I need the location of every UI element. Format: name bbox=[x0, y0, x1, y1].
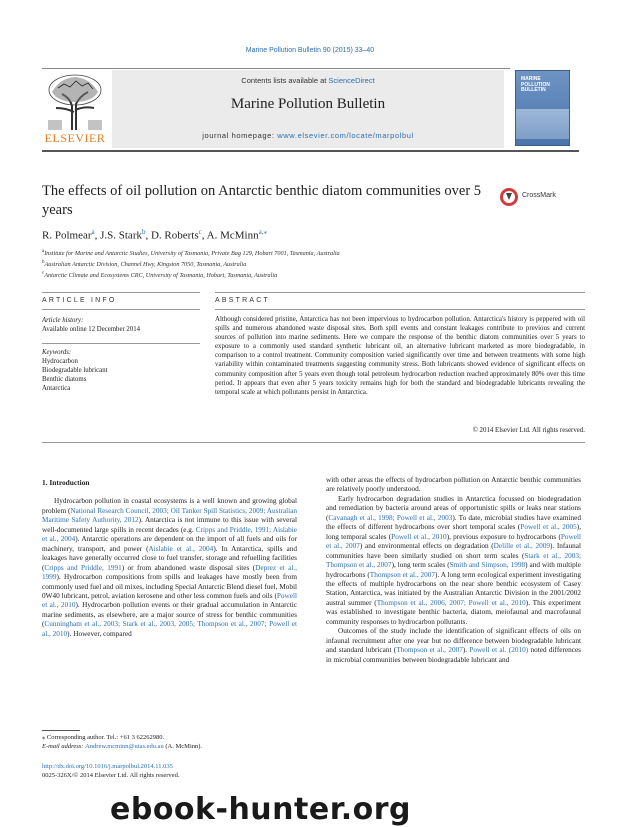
paragraph-text: ), long term scales ( bbox=[391, 561, 450, 570]
paragraph-text: ) and with multiple hydrocarbons ( bbox=[326, 561, 581, 579]
affiliation-marker: c bbox=[42, 270, 45, 276]
body-paragraph bbox=[42, 497, 297, 639]
citation-link[interactable]: Cripps and Priddle, 1991 bbox=[44, 563, 122, 572]
cover-image-band bbox=[516, 109, 569, 139]
citation-link[interactable]: Cavanagh et al., 1998; Powell et al., 2003 bbox=[328, 513, 453, 522]
keyword-item: Benthic diatoms bbox=[42, 376, 87, 383]
author-name[interactable]: D. Roberts bbox=[150, 229, 199, 242]
corresponding-author-note: ⁎ Corresponding author. Tel.: +61 3 62262980. bbox=[42, 734, 165, 741]
paragraph-text: ). Antarctic operations are dependent on the import of all fuels and oils for machinery, transport, and power ( bbox=[42, 535, 297, 553]
keywords bbox=[42, 348, 202, 393]
paragraph-text: ), long temporal scales ( bbox=[326, 523, 582, 541]
affiliation-line bbox=[42, 270, 562, 281]
crossmark-badge[interactable] bbox=[499, 187, 579, 209]
citation-link[interactable]: Deprez et al., 1999 bbox=[42, 563, 297, 582]
paragraph-text: Hydrocarbon pollution in coastal ecosystems is a well known and growing global problem ( bbox=[42, 497, 297, 515]
paragraph-text: ). A long term ecological experiment investigating the effects of multiple hydrocarbons on the near shore benthic ecosystem of Casey Station, Antarctica, was initiated by the Australian Antarctic Division in the 2001/2002 austral summer ( bbox=[326, 570, 581, 607]
elsevier-wordmark: ELSEVIER bbox=[44, 131, 106, 145]
header-bottom-rule bbox=[42, 150, 579, 152]
keyword-item: Biodegradable lubricant bbox=[42, 367, 108, 374]
paragraph-text: ). Antarctica is not immune to this issue with several well-documented large spills in recent decades (e.g. bbox=[42, 516, 297, 534]
paragraph-text: ). Infaunal communities have been similarly studied on short term scales ( bbox=[326, 542, 581, 560]
footnotes bbox=[42, 733, 297, 751]
paragraph-text: Outcomes of the study include the identification of significant effects of oils on infaunal recruitment after one year but no difference between biodegradable lubricant and standard lubricant ( bbox=[326, 627, 581, 655]
affiliation-text: Antarctic Climate and Ecosystems CRC, University of Tasmania, Hobart, Tasmania, Australia bbox=[44, 271, 278, 279]
elsevier-tree-icon bbox=[42, 72, 108, 132]
paragraph-text: ). bbox=[462, 646, 470, 655]
citation-link[interactable]: Delille et al., 2009 bbox=[493, 542, 550, 551]
paragraph-text: ). Hydrocarbon pollution events or their gradual accumulation in Antarctic marine sediments, as elsewhere, are a major source of stress for benthic communities ( bbox=[42, 601, 297, 629]
affiliation-text: Institute for Marine and Antarctic Studies, University of Tasmania, Private Bag 129, Hobart 7001, Tasmania, Australia bbox=[44, 250, 340, 258]
crossmark-label: CrossMark bbox=[522, 192, 556, 199]
paragraph-text: Early hydrocarbon degradation studies in Antarctica focussed on biodegradation and remediation by bacteria around areas of opportunistic spills or leaks near stations ( bbox=[326, 494, 581, 522]
abstract-text: Although considered pristine, Antarctica has not been impervious to hydrocarbon pollution. Antarctica's history is peppered with oil spills and numerous abandoned waste disposal sites. Both spill events and constant leakages contribute to previous and current sources of pollution into marine sediments. Here we compare the response of the benthic diatom communities over 5 years to exposure to a commonly used standard synthetic lubricant oil, an alternative lubricant marketed as more biodegradable, in comparison to a control treatment. Community composition varied significantly over time and between treatments with some high variability within contaminated treatments suggesting community stress. Both lubricants showed evidence of significant effects on community composition after 5 years even though total petroleum hydrocarbon reduction reached approximately 80% over this time period. It appears that even after 5 years toxicity remains high for both the standard and biodegradable lubricants revealing the temporal scale at which pollutants persist in Antarctica. bbox=[215, 316, 585, 396]
journal-header-band bbox=[112, 70, 504, 148]
author-name[interactable]: R. Polmear bbox=[42, 229, 92, 242]
keyword-item: Antarctica bbox=[42, 385, 71, 392]
issn-copyright: 0025-326X/© 2014 Elsevier Ltd. All rights reserved. bbox=[42, 771, 180, 779]
contents-line bbox=[112, 76, 504, 85]
affiliation-line bbox=[42, 248, 562, 259]
body-paragraph: with other areas the effects of hydrocarbon pollution on Antarctic benthic communities are relatively poorly understood. bbox=[326, 476, 581, 494]
abstract-heading: ABSTRACT bbox=[215, 297, 270, 304]
abstract-top-rule bbox=[215, 292, 585, 293]
citation-link[interactable]: National Research Council, 2003; Oil Tanker Spill Statistics, 2009; Australian Maritime Safety Authority, 2012 bbox=[42, 506, 297, 525]
citation-link[interactable]: Smith and Simpson, 1998 bbox=[449, 561, 526, 570]
citation-link[interactable]: Cunningham et al., 2003; Stark et al., 2003, 2005; Thompson et al., 2007; Powell et al., 2010 bbox=[42, 620, 297, 638]
author-separator: , bbox=[201, 229, 207, 242]
doi-link[interactable]: http://dx.doi.org/10.1016/j.marpolbul.2014.11.035 bbox=[42, 763, 173, 770]
citation-link[interactable]: Cripps and Priddle, 1991; Aislabie et al., 2004 bbox=[42, 525, 297, 544]
article-info-mid-rule bbox=[42, 309, 200, 310]
keyword-item: Hydrocarbon bbox=[42, 358, 78, 365]
footnote-rule bbox=[42, 730, 80, 731]
body-paragraph bbox=[326, 495, 581, 627]
body-column-right bbox=[326, 476, 581, 665]
cover-title: MARINE POLLUTION BULLETIN bbox=[521, 76, 550, 93]
citation-link[interactable]: Aislabie et al., 2004 bbox=[148, 544, 214, 553]
article-history-value: Available online 12 December 2014 bbox=[42, 326, 141, 333]
keywords-label: Keywords: bbox=[42, 349, 72, 356]
journal-title: Marine Pollution Bulletin bbox=[230, 96, 386, 112]
citation-link[interactable]: Thompson et al., 2006, 2007; Powell et al., 2010 bbox=[376, 598, 526, 607]
journal-cover-thumbnail[interactable] bbox=[515, 70, 570, 146]
author-separator: , bbox=[94, 229, 101, 242]
paragraph-text: ). To date, microbial studies have examined the effects of different hydrocarbons over short temporal scales ( bbox=[326, 513, 581, 532]
elsevier-logo bbox=[42, 72, 108, 146]
citation-link[interactable]: Powell et al., 2007 bbox=[326, 532, 582, 551]
email-link[interactable]: Andrew.mcminn@utas.edu.au bbox=[85, 743, 164, 750]
journal-homepage-line bbox=[112, 131, 504, 140]
article-title: The effects of oil pollution on Antarctic benthic diatom communities over 5 years bbox=[42, 183, 482, 218]
article-history-label: Article history: bbox=[42, 317, 84, 324]
body-paragraph bbox=[326, 627, 581, 665]
email-note bbox=[42, 742, 297, 751]
paragraph-text: ) and environmental effects on degradation ( bbox=[359, 542, 494, 551]
article-info-heading: ARTICLE INFO bbox=[42, 297, 117, 304]
author-affiliation-marker[interactable]: c bbox=[198, 228, 202, 236]
email-label: E-mail address: bbox=[42, 743, 86, 750]
citation-link[interactable]: Thompson et al., 2007 bbox=[369, 570, 436, 579]
introduction-heading: 1. Introduction bbox=[42, 478, 90, 487]
journal-homepage-link[interactable]: www.elsevier.com/locate/marpolbul bbox=[277, 131, 414, 140]
journal-citation[interactable]: Marine Pollution Bulletin 90 (2015) 33–40 bbox=[245, 47, 375, 54]
author-separator: , bbox=[145, 229, 151, 242]
paragraph-text: ). In Antarctica, spills and leakages have generally occurred close to fuel transfer, storage and refuelling facilities ( bbox=[42, 544, 297, 572]
contents-prefix: Contents lists available at bbox=[241, 76, 329, 85]
paragraph-text: ). Hydrocarbon compositions from spills and leakages have mostly been from commonly used fuel and oil mixes, including Special Antarctic Blend diesel fuel, Mobil 0W40 lubricant, petrol, aviation kerosene and other less common fuels and oils ( bbox=[42, 573, 297, 600]
keywords-rule bbox=[42, 343, 200, 344]
crossmark-icon bbox=[499, 187, 519, 207]
sciencedirect-link[interactable]: ScienceDirect bbox=[328, 76, 375, 85]
author-affiliation-marker[interactable]: a,⁎ bbox=[258, 228, 267, 236]
article-info-top-rule bbox=[42, 292, 200, 293]
affiliation-text: Australian Antarctic Division, Channel Hwy, Kingston 7050, Tasmania, Australia bbox=[44, 260, 247, 268]
article-history bbox=[42, 316, 202, 334]
affiliation-marker: a bbox=[42, 249, 45, 254]
email-suffix: (A. McMinn). bbox=[163, 743, 203, 750]
abstract-bottom-rule bbox=[42, 442, 585, 443]
author-affiliation-marker[interactable]: b bbox=[141, 228, 146, 236]
citation-link[interactable]: Powell et al., 2005 bbox=[520, 523, 577, 532]
paragraph-text: ) or from abandoned waste disposal sites ( bbox=[121, 563, 256, 572]
watermark-text: ebook-hunter.org bbox=[110, 792, 411, 827]
paragraph-text: ), previous exposure to hydrocarbons ( bbox=[446, 532, 561, 541]
paragraph-text: ). This experiment was established to investigate benthic bacteria, diatom, meiofaunal and macrofaunal community responses to hydrocarbon pollutants. bbox=[326, 598, 581, 626]
citation-link[interactable]: Stark et al., 2003; Thompson et al., 2007 bbox=[326, 551, 581, 570]
affiliation-marker: b bbox=[42, 259, 45, 265]
citation-link[interactable]: Powell et al., 2010 bbox=[391, 532, 447, 541]
affiliations bbox=[42, 248, 562, 281]
abstract-mid-rule bbox=[215, 309, 585, 310]
citation-link[interactable]: Thompson et al., 2007 bbox=[396, 646, 463, 655]
paragraph-text: ). However, compared bbox=[67, 629, 132, 638]
abstract-copyright: © 2014 Elsevier Ltd. All rights reserved. bbox=[472, 427, 585, 434]
homepage-prefix: journal homepage: bbox=[202, 131, 278, 140]
author-list bbox=[42, 228, 562, 242]
bottom-meta bbox=[42, 763, 342, 780]
body-column-left bbox=[42, 478, 297, 639]
paragraph-text: noted differences in microbial communities between biodegradable lubricant and bbox=[326, 646, 581, 664]
author-name[interactable]: J.S. Stark bbox=[100, 229, 142, 242]
citation-link[interactable]: Powell et al., 2010 bbox=[42, 591, 297, 610]
affiliation-line bbox=[42, 259, 562, 270]
author-name[interactable]: A. McMinn bbox=[206, 229, 259, 242]
citation-link[interactable]: Powell et al. (2010) bbox=[469, 646, 529, 655]
author-affiliation-marker[interactable]: a bbox=[91, 228, 95, 236]
header-top-rule bbox=[42, 68, 510, 69]
